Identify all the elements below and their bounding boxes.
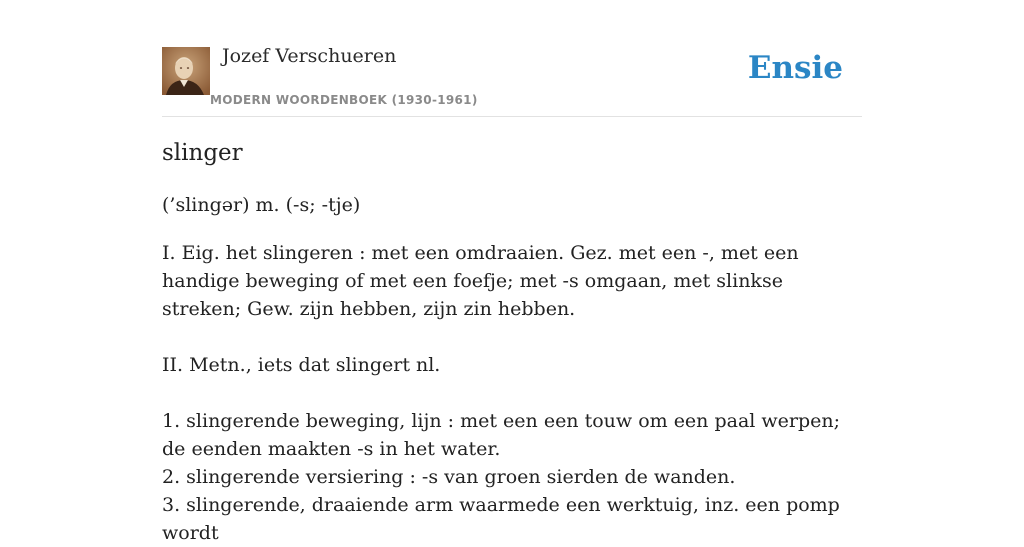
author-name[interactable]: Jozef Verschueren — [222, 45, 397, 67]
definition-paragraph: I. Eig. het slingeren : met een omdraaien. Gez. met een -, met een handige beweging of met een foefje; met -s omgaan, met slinkse streken; Gew. zijn hebben, zijn zin hebben. — [162, 242, 799, 320]
paragraph-spacer — [162, 323, 862, 351]
entry-pronunciation: (’slingər) m. (-s; -tje) — [162, 194, 361, 216]
definition-paragraph: 3. slingerende, draaiende arm waarmede een werktuig, inz. een pomp wordt — [162, 494, 840, 544]
author-portrait-icon — [162, 47, 210, 95]
paragraph-spacer — [162, 379, 862, 407]
header — [162, 0, 862, 117]
entry-definition — [162, 239, 862, 547]
brand-logo[interactable]: Ensie — [747, 50, 843, 86]
definition-paragraph: II. Metn., iets dat slingert nl. — [162, 354, 441, 376]
entry-title: slinger — [162, 140, 243, 166]
entry-page — [162, 0, 862, 544]
definition-paragraph: 1. slingerende beweging, lijn : met een een touw om een paal werpen; de eenden maakten -s in het water. — [162, 410, 841, 460]
source-label[interactable]: MODERN WOORDENBOEK (1930-1961) — [210, 93, 478, 107]
definition-paragraph: 2. slingerende versiering : -s van groen sierden de wanden. — [162, 466, 736, 488]
author-avatar[interactable] — [162, 47, 210, 95]
